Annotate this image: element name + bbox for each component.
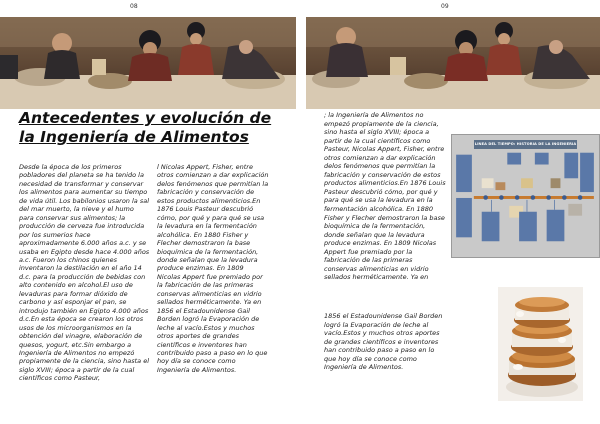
timeline-thumb: [551, 178, 561, 188]
page-number-right: 09: [441, 3, 449, 10]
timeline-marker: [483, 195, 488, 200]
timeline-box: [482, 212, 500, 242]
banner-painting-left: [0, 17, 296, 109]
page-number-left: 08: [130, 3, 138, 10]
timeline-box: [564, 153, 578, 179]
macaron-photo: [498, 287, 583, 401]
article-column-3: ; la Ingeniería de Alimentos no empezó propiamente de la ciencia, sino hasta el siglo XVIII; época a partir de la cual científicos como Pasteur, Nicolas Appert, Fisher, entre otros comienzan a dar explicación delos fenómenos que permitían la fabricación y conservación de estos productos alimenticios.En 1876 Louis Pasteur descubrió cómo, por qué y para qué se usa la levadura en la fermentación alcohólica. En 1880 Fisher y Flecher demostraron la base bioquímica de la fermentación, donde señalan que la levadura produce enzimas. En 1809 Nicolas Appert fue premiado por la fabricación de las primeras conservas alimenticias en vidrio sellados herméticamente. Ya en: [324, 111, 446, 282]
timeline-thumb: [482, 178, 494, 188]
timeline-box: [456, 198, 472, 237]
timeline-box: [580, 153, 594, 192]
timeline-marker: [578, 195, 583, 200]
macaron-photo-graphic: [498, 287, 583, 401]
banner-painting-graphic-right: [306, 17, 600, 109]
timeline-box: [519, 212, 537, 242]
banner-painting-right: [306, 17, 600, 109]
timeline-marker: [562, 195, 567, 200]
article-column-2: l Nicolas Appert, Fisher, entre otros comienzan a dar explicación delos fenómenos que permitían la fabricación y conservación de estos productos alimenticios.En 1876 Louis Pasteur descubrió cómo, por qué y para qué se usa la levadura en la fermentación alcohólica. En 1880 Fisher y Flecher demostraron la base bioquímica de la fermentación, donde señalan que la levadura produce enzimas. En 1809 Nicolas Appert fue premiado por la fabricación de las primeras conservas alimenticias en vidrio sellados herméticamente. Ya en 1856 el Estadounidense Gail Borden logró la Evaporación de leche al vacío.Estos y muchos otros aportes de grandes científicos e inventores han contribuido paso a paso en lo que hoy día se conoce como Ingeniería de Alimentos.: [157, 163, 269, 374]
timeline-thumb: [568, 204, 582, 216]
timeline-thumb: [495, 182, 505, 190]
timeline-box: [547, 210, 565, 241]
timeline-marker: [499, 195, 504, 200]
article-column-1: Desde la época de los primeros pobladores del planeta se ha tenido la necesidad de transformar y conservar los alimentos para aumentar su tiempo de vida útil. Los babilonios usaron la sal del mar muerto, la nieve y el humo para conservar sus alimentos; la producción de cerveza fue introducida por los sumerios hace aproximadamente 6.000 años a.c. y se usaba en Egipto desde hace 4.000 años a.c. Fueron los chinos quienes inventaron la destilación en el año 14 d.c. para la producción de bebidas con alto contenido en alcohol.El uso de levaduras para formar dióxido de carbono y así esponjar el pan, se introdujo también en Egipto 4.000 años d.c.En esta época se crearon los otros usos de los microorganismos en la obtención del vinagre, elaboración de quesos, yogurt, etc.Sin embargo a Ingeniería de Alimentos no empezó propiamente de la ciencia, sino hasta el siglo XVIII; época a partir de la cual científicos como Pasteur,: [19, 163, 150, 383]
timeline-thumb: [521, 178, 533, 188]
article-column-4: 1856 el Estadounidense Gail Borden logró la Evaporación de leche al vacío.Estos y muchos otros aportes de grandes científicos e inventores han contribuido paso a paso en lo que hoy día se conoce como Ingeniería de Alimentos.: [324, 312, 443, 372]
timeline-graphic: [452, 135, 599, 257]
timeline-marker: [531, 195, 536, 200]
timeline-marker: [546, 195, 551, 200]
banner-painting-graphic: [0, 17, 296, 109]
timeline-box: [456, 155, 472, 192]
timeline-marker: [515, 195, 520, 200]
timeline-box: [507, 153, 521, 165]
article-title: Antecedentes y evolución de la Ingeniería de Alimentos: [19, 109, 272, 146]
timeline-box: [535, 153, 549, 165]
timeline-infographic: [451, 134, 600, 258]
timeline-title: LINEA DEL TIEMPO: HISTORIA DE LA INGENIERIA: [474, 140, 577, 149]
